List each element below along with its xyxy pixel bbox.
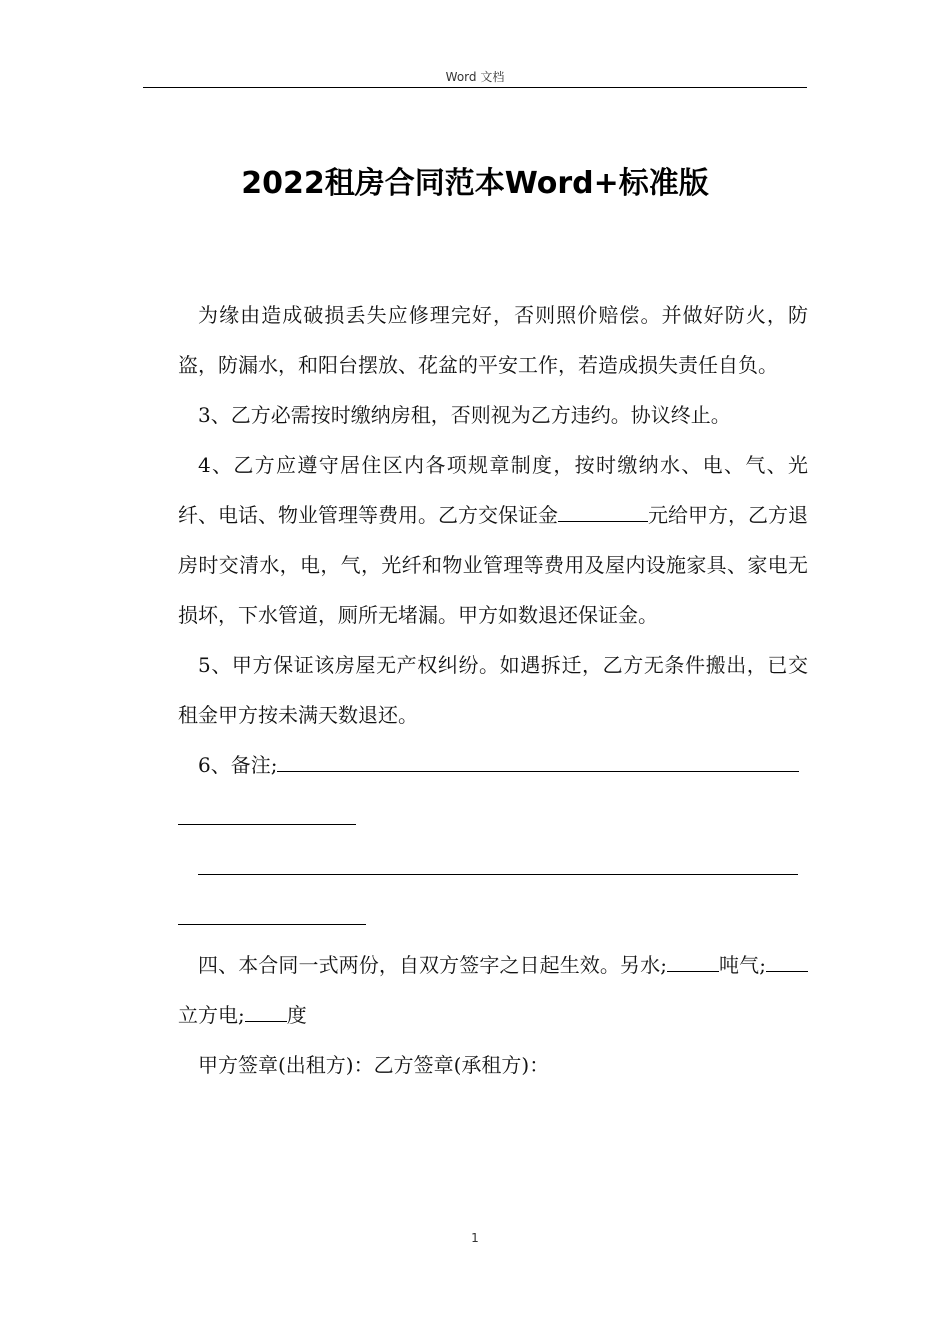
page-number: 1 bbox=[471, 1231, 479, 1245]
electricity-unit: 度 bbox=[286, 1003, 307, 1027]
document-title: 2022租房合同范本Word+标准版 bbox=[241, 166, 709, 201]
deposit-text-end: 元给甲方，乙方退房时交清水，电，气，光纤和物业管理等费用及屋内设施家具、家电无损坏，下水管道，厕所无堵漏。甲方如数退还保证金。 bbox=[178, 503, 808, 627]
gas-blank bbox=[766, 971, 808, 972]
water-unit: 吨气; bbox=[718, 953, 766, 977]
water-blank bbox=[667, 971, 719, 972]
remarks-label: 6、备注; bbox=[198, 753, 278, 777]
paragraph-damage-clause: 为缘由造成破损丢失应修理完好，否则照价赔偿。并做好防火，防盗，防漏水，和阳台摆放、花盆的平安工作，若造成损失责任自负。 bbox=[178, 303, 808, 377]
document-body bbox=[178, 290, 808, 1090]
copies-text: 四、本合同一式两份，自双方签字之日起生效。另水; bbox=[198, 953, 667, 977]
page-header: Word 文档 bbox=[445, 70, 505, 84]
deposit-text-start: 4、乙方应遵守居住区内各项规章制度，按时缴纳水、电、气、光纤、电话、物业管理等费用。乙方交保证金 bbox=[178, 453, 808, 527]
header-rule bbox=[143, 87, 807, 88]
deposit-blank bbox=[558, 521, 648, 522]
paragraph-rent-payment: 3、乙方必需按时缴纳房租，否则视为乙方违约。协议终止。 bbox=[198, 403, 731, 427]
electricity-blank bbox=[245, 1021, 287, 1022]
remarks-line-3 bbox=[178, 840, 808, 890]
remarks-line-4 bbox=[178, 890, 808, 940]
gas-unit: 立方电; bbox=[178, 1003, 245, 1027]
paragraph-signatures: 甲方签章(出租方)：乙方签章(承租方)： bbox=[198, 1053, 550, 1077]
remarks-line-2 bbox=[178, 790, 808, 840]
paragraph-property-rights: 5、甲方保证该房屋无产权纠纷。如遇拆迁，乙方无条件搬出，已交租金甲方按未满天数退还。 bbox=[178, 653, 808, 727]
paragraph-remarks bbox=[178, 740, 808, 790]
remarks-blank-1 bbox=[277, 771, 799, 772]
paragraph-deposit bbox=[178, 440, 808, 640]
paragraph-copies-and-meters bbox=[178, 940, 808, 1040]
